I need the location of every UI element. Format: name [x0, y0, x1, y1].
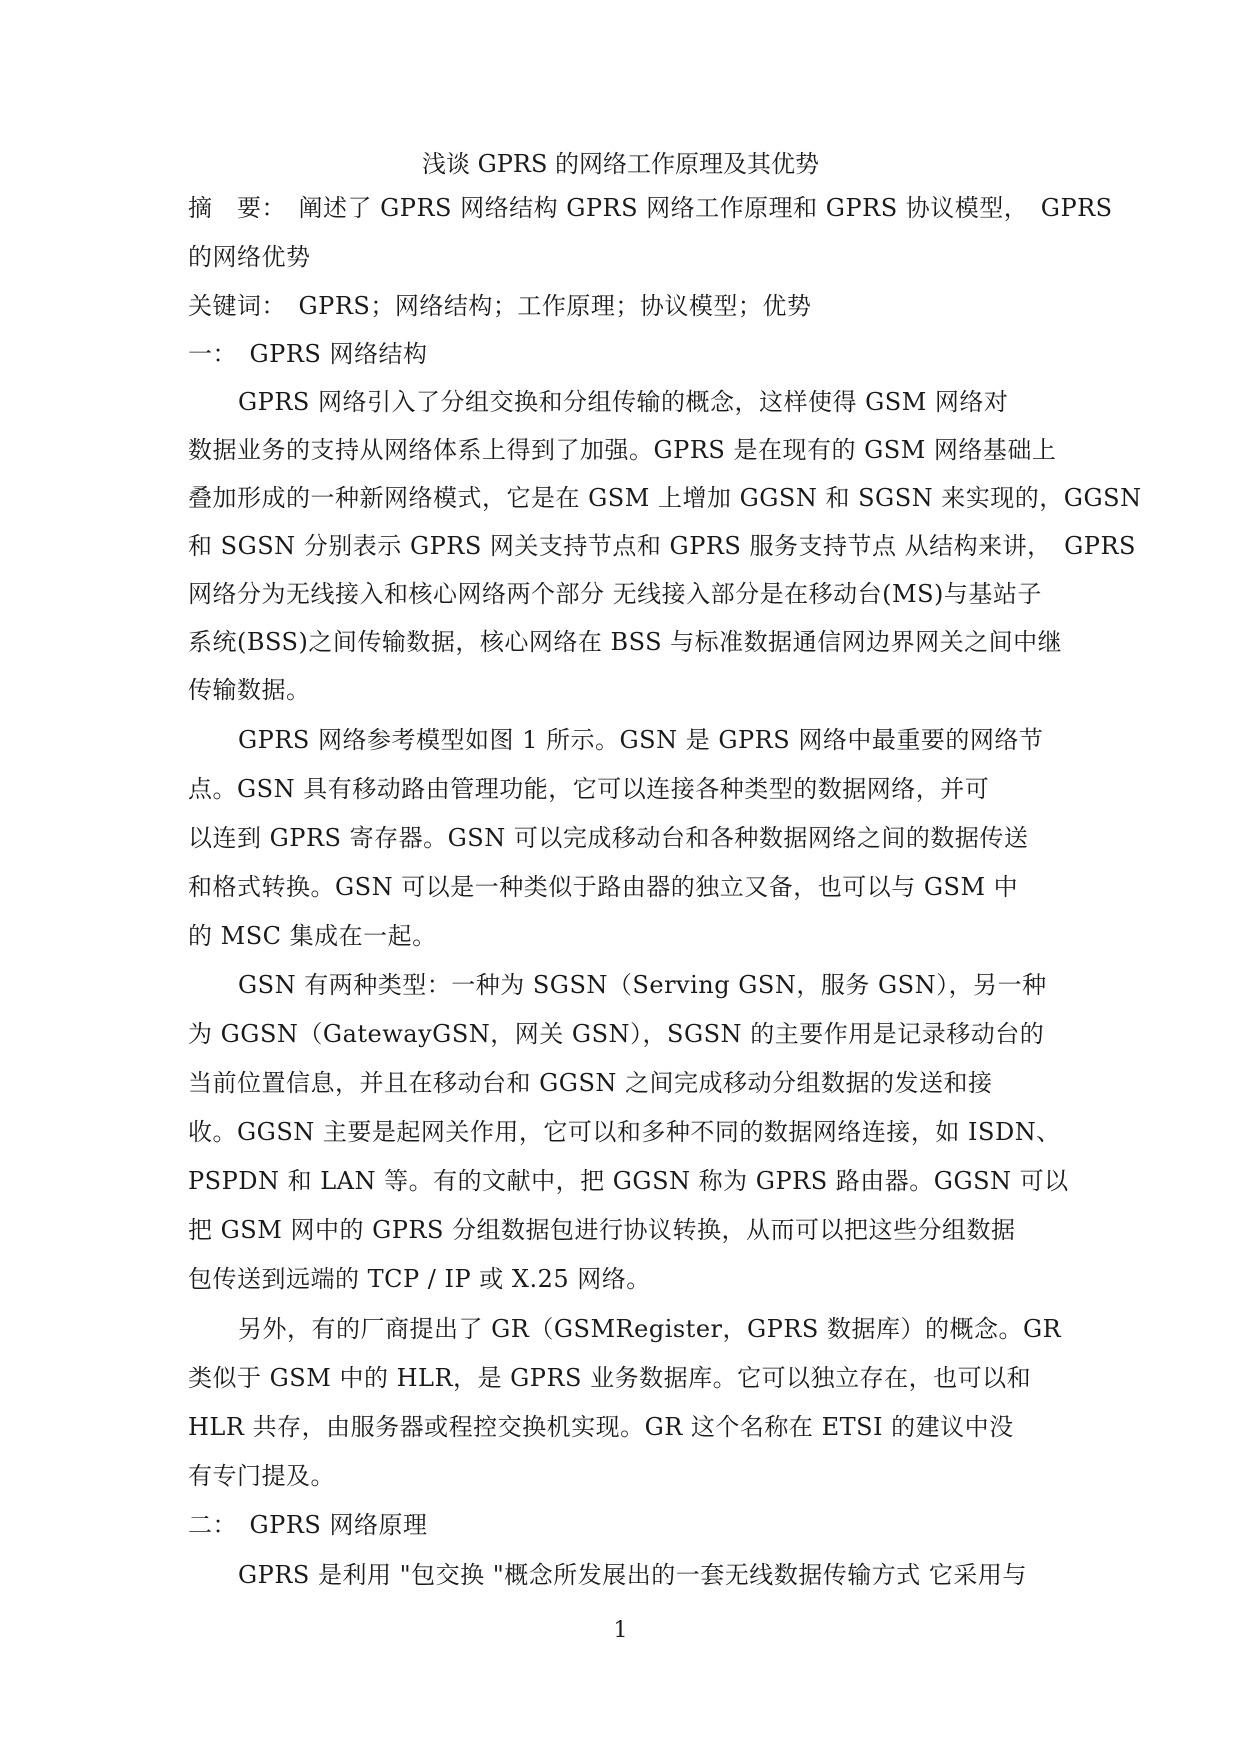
paragraph-line: 网络分为无线接入和核心网络两个部分 无线接入部分是在移动台(MS)与基站子	[188, 580, 1042, 608]
paragraph-line: 收。GGSN 主要是起网关作用，它可以和多种不同的数据网络连接，如 ISDN、	[188, 1118, 1061, 1146]
paragraph-line: 有专门提及。	[188, 1462, 335, 1490]
paragraph-line: 和 SGSN 分别表示 GPRS 网关支持节点和 GPRS 服务支持节点 从结构来讲， GPRS	[188, 532, 1136, 560]
paragraph-line: 类似于 GSM 中的 HLR，是 GPRS 业务数据库。它可以独立存在，也可以和	[188, 1364, 1032, 1392]
paragraph-line: GPRS 网络参考模型如图 1 所示。GSN 是 GPRS 网络中最重要的网络节	[238, 726, 1044, 754]
paragraph-line: 和格式转换。GSN 可以是一种类似于路由器的独立又备，也可以与 GSM 中	[188, 873, 1019, 901]
paragraph-line: GPRS 网络引入了分组交换和分组传输的概念，这样使得 GSM 网络对	[238, 388, 1009, 416]
paragraph-line: 为 GGSN（GatewayGSN，网关 GSN），SGSN 的主要作用是记录移动台的	[188, 1020, 1045, 1048]
keywords-line: 关键词： GPRS；网络结构；工作原理；协议模型；优势	[188, 292, 812, 320]
page-number: 1	[613, 1618, 628, 1643]
section-heading-1: 一： GPRS 网络结构	[188, 340, 428, 368]
paragraph-line: 系统(BSS)之间传输数据，核心网络在 BSS 与标准数据通信网边界网关之间中继	[188, 628, 1063, 656]
abstract-line: 摘 要： 阐述了 GPRS 网络结构 GPRS 网络工作原理和 GPRS 协议模型， GPRS	[188, 194, 1113, 222]
page-title: 浅谈 GPRS 的网络工作原理及其优势	[421, 150, 820, 178]
paragraph-line: HLR 共存，由服务器或程控交换机实现。GR 这个名称在 ETSI 的建议中没	[188, 1413, 1014, 1441]
paragraph-line: 把 GSM 网中的 GPRS 分组数据包进行协议转换，从而可以把这些分组数据	[188, 1216, 1016, 1244]
paragraph-line: GPRS 是利用 "包交换 "概念所发展出的一套无线数据传输方式 它采用与	[238, 1561, 1027, 1589]
paragraph-line: 叠加形成的一种新网络模式，它是在 GSM 上增加 GGSN 和 SGSN 来实现的，GGSN	[188, 484, 1142, 512]
paragraph-line: GSN 有两种类型：一种为 SGSN（Serving GSN，服务 GSN），另一种	[238, 971, 1047, 999]
paragraph-line: 以连到 GPRS 寄存器。GSN 可以完成移动台和各种数据网络之间的数据传送	[188, 824, 1029, 852]
paragraph-line: 点。GSN 具有移动路由管理功能，它可以连接各种类型的数据网络，并可	[188, 775, 990, 803]
paragraph-line: 传输数据。	[188, 676, 311, 704]
section-heading-2: 二： GPRS 网络原理	[188, 1511, 428, 1539]
abstract-line: 的网络优势	[188, 243, 311, 271]
paragraph-line: 的 MSC 集成在一起。	[188, 922, 437, 950]
paragraph-line: 另外，有的厂商提出了 GR（GSMRegister，GPRS 数据库）的概念。GR	[238, 1315, 1062, 1343]
paragraph-line: 数据业务的支持从网络体系上得到了加强。GPRS 是在现有的 GSM 网络基础上	[188, 436, 1057, 464]
paragraph-line: 当前位置信息，并且在移动台和 GGSN 之间完成移动分组数据的发送和接	[188, 1069, 993, 1097]
paragraph-line: 包传送到远端的 TCP / IP 或 X.25 网络。	[188, 1265, 651, 1293]
paragraph-line: PSPDN 和 LAN 等。有的文献中，把 GGSN 称为 GPRS 路由器。GGSN 可以	[188, 1167, 1069, 1195]
